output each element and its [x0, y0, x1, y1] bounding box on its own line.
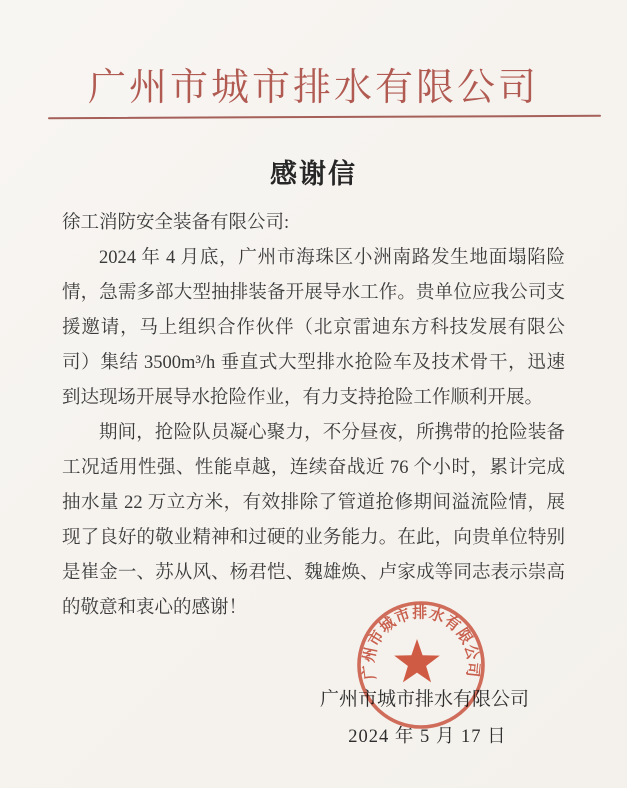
letterhead-title: 广州市城市排水有限公司 [87, 67, 539, 109]
seal-star-icon [394, 639, 440, 682]
body-paragraph-2: 期间，抢险队员凝心聚力，不分昼夜，所携带的抢险装备工况适用性强、性能卓越，连续奋战近 76 个小时，累计完成抽水量 22 万立方米，有效排除了管道抢修期间溢流险情，展现了良好的敬业精神和过硬的业务能力。在此，向贵单位特别是崔金一、苏从风、杨君恺、魏雄焕、卢家成等同志表示崇高的敬意和衷心的感谢！ [62, 423, 565, 618]
body-paragraph-1: 2024 年 4 月底，广州市海珠区小洲南路发生地面塌陷险情，急需多部大型抽排装备开展导水工作。贵单位应我公司支援邀请，马上组织合作伙伴（北京雷迪东方科技发展有限公司）集结 3500m³/h 垂直式大型排水抢险车及技术骨干，迅速到达现场开展导水抢险作业，有力支持抢险工作顺利开展。 [62, 248, 565, 408]
signature-date: 2024 年 5 月 17 日 [348, 727, 507, 747]
letter-body [62, 206, 565, 626]
letter-title: 感谢信 [270, 159, 357, 189]
salutation: 徐工消防安全装备有限公司: [62, 213, 290, 233]
seal-text: 广州市城市排水有限公司 [360, 604, 482, 681]
letterhead-rule [48, 115, 601, 119]
signature-company: 广州市城市排水有限公司 [320, 689, 530, 710]
